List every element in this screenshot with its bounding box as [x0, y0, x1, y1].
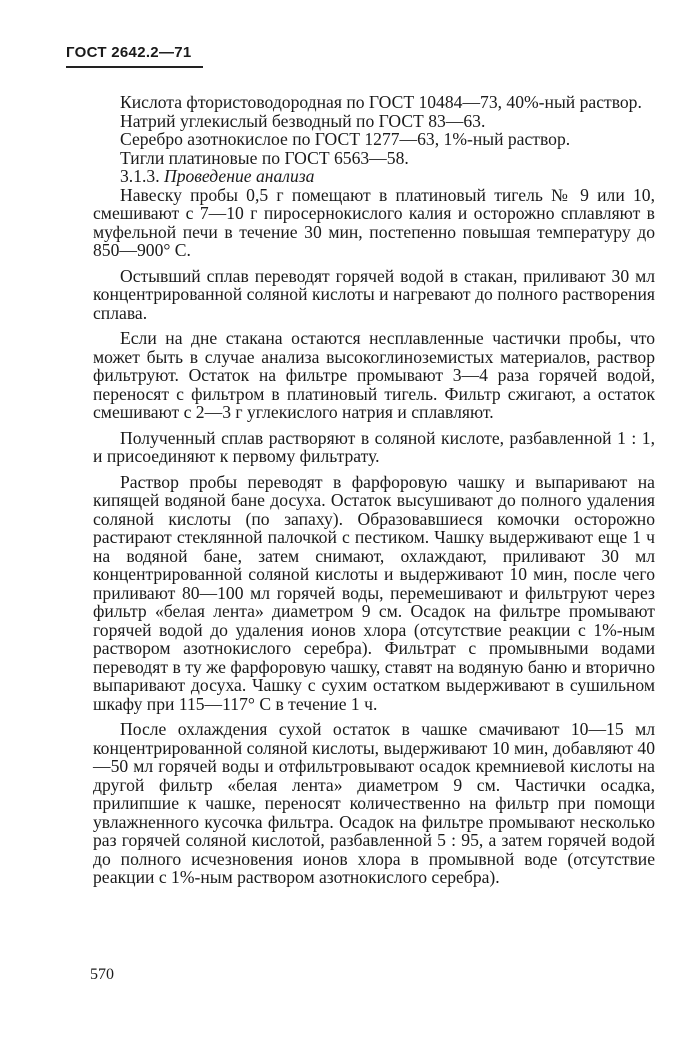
paragraph-residue-filtration: Если на дне стакана остаются несплавленные частички пробы, что может быть в случае анализа высокоглиноземистых материалов, раствор фильтруют. Остаток на фильтре промывают 3—4 раза горячей водой, переносят с фильтром в платиновый тигель. Фильтр сжигают, а остаток смешивают с 2—3 г углекислого натрия и сплавляют.	[93, 328, 655, 422]
header-underline	[66, 66, 203, 68]
paragraph-sample-fusion: Навеску пробы 0,5 г помещают в платиновый тигель № 9 или 10, смешивают с 7—10 г пиросернокислого калия и осторожно сплавляют в муфельной печи в течение 30 мин, постепенно повышая температуру до 850—900° С.	[93, 184, 655, 260]
paragraph-silica-filtration: После охлаждения сухой остаток в чашке смачивают 10—15 мл концентрированной соляной кислоты, выдерживают 10 мин, добавляют 40—50 мл горячей воды и отфильтровывают осадок кремниевой кислоты на другой фильтр «белая лента» диаметром 9 см. Частички осадка, прилипшие к чашке, переносят количественно на фильтр при помощи увлажненного кусочка фильтра. Осадок на фильтре промывают несколько раз горячей соляной кислотой, разбавленной 5 : 95, а затем горячей водой до полного исчезновения ионов хлора в промывной воде (отсутствие реакции с 1%-ным раствором азотнокислого серебра).	[93, 719, 655, 887]
document-body	[93, 93, 655, 887]
paragraph-evaporation: Раствор пробы переводят в фарфоровую чашку и выпаривают на кипящей водяной бане досуха. Остаток высушивают до полного удаления соляной кислоты (по запаху). Образовавшиеся комочки осторожно растирают стеклянной палочкой с пестиком. Чашку выдерживают еще 1 ч на водяной бане, затем снимают, охлаждают, приливают 30 мл концентрированной соляной кислоты и выдерживают 10 мин, после чего приливают 80—100 мл горячей воды, перемешивают и фильтруют через фильтр «белая лента» диаметром 9 см. Осадок на фильтре промывают горячей водой до удаления ионов хлора (отсутствие реакции с 1%-ным раствором азотнокислого серебра). Фильтрат с промывными водами переводят в ту же фарфоровую чашку, ставят на водяную баню и вторично выпаривают досуха. Чашку с сухим остатком выдерживают в сушильном шкафу при 115—117° С в течение 1 ч.	[93, 471, 655, 714]
page-number: 570	[90, 966, 114, 983]
section-heading	[93, 167, 655, 186]
reagent-platinum-crucibles: Тигли платиновые по ГОСТ 6563—58.	[120, 147, 409, 168]
paragraph-second-fusion: Полученный сплав растворяют в соляной кислоте, разбавленной 1 : 1, и присоединяют к первому фильтрату.	[93, 427, 655, 466]
section-number: 3.1.3.	[120, 166, 160, 186]
section-title: Проведение анализа	[164, 166, 315, 186]
document-header: ГОСТ 2642.2—71	[66, 44, 192, 61]
reagent-sodium-carbonate: Натрий углекислый безводный по ГОСТ 83—63.	[120, 110, 486, 131]
reagent-silver-nitrate: Серебро азотнокислое по ГОСТ 1277—63, 1%-ный раствор.	[120, 129, 571, 149]
paragraph-dissolution: Остывший сплав переводят горячей водой в стакан, приливают 30 мл концентрированной соляной кислоты и нагревают до полного растворения сплава.	[93, 265, 655, 323]
reagent-hydrofluoric-acid: Кислота фтористоводородная по ГОСТ 10484—73, 40%-ный раствор.	[120, 92, 642, 112]
